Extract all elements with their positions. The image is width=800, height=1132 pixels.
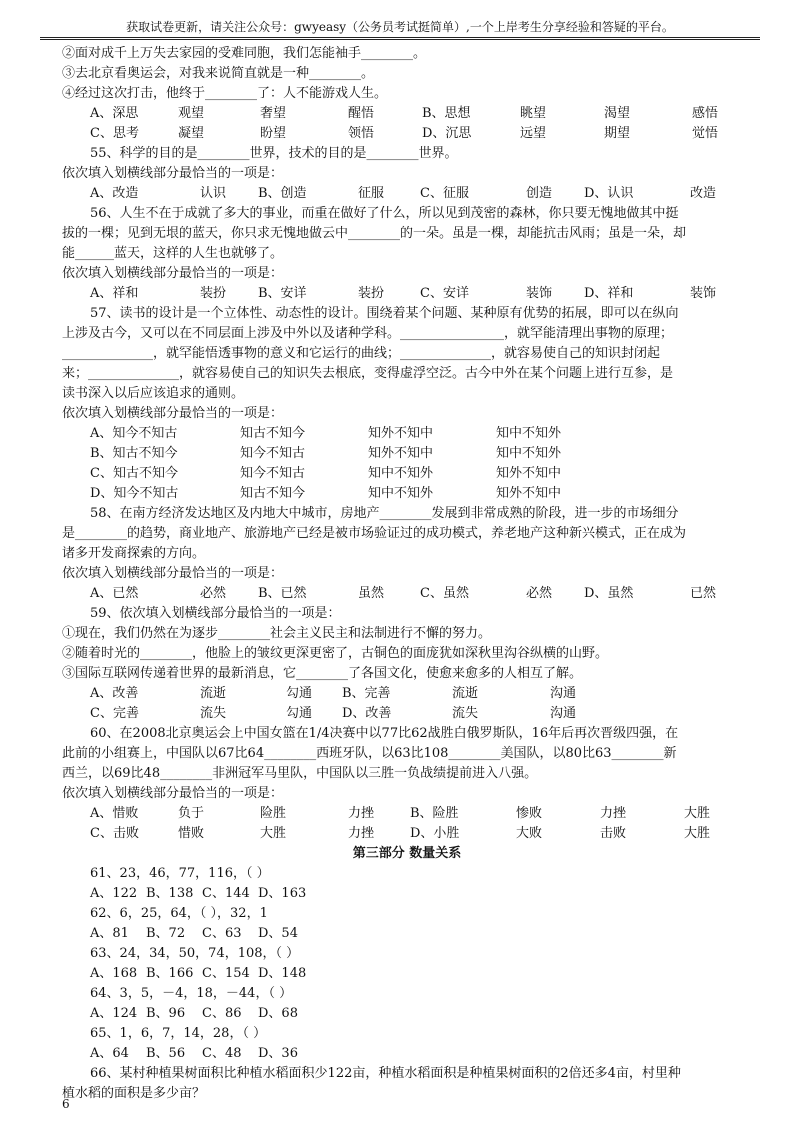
option-cell: 凝望 [178,126,205,141]
q56-prompt: 依次填入划横线部分最恰当的一项是： [62,266,284,281]
option-cell: B、知古不知今 [90,446,178,461]
q59-options-row-2 [62,704,752,724]
option-cell: C、虽然 [420,586,469,601]
q54-options-row-1 [62,104,752,124]
option-cell: 知外不知中 [496,486,562,501]
option-cell: 知今不知古 [240,466,306,481]
q54-line-4: ④经过这次打击，他终于________了：人不能游戏人生。 [62,86,388,101]
option-cell: 知今不知古 [240,446,306,461]
option-cell: 大胜 [684,826,711,841]
option-cell: 必然 [200,586,227,601]
option-cell: 渴望 [604,106,631,121]
q65-options [62,1044,752,1064]
q57-option-d [62,484,752,504]
option-cell: C、48 [202,1046,242,1061]
q57-option-c [62,464,752,484]
option-cell: B、56 [146,1046,186,1061]
option-cell: 奢望 [260,106,287,121]
q64-options [62,1004,752,1024]
q58-line-1: 58、在南方经济发达地区及内地大中城市，房地产________发展到非常成熟的阶段，进一步的市场细分 [90,506,679,521]
q62-options [62,924,752,944]
option-cell: 知中不知外 [496,446,562,461]
option-cell: B、72 [146,926,186,941]
option-cell: 知外不知中 [368,426,434,441]
option-cell: 醒悟 [348,106,375,121]
q60-line-2: 此前的小组赛上，中国队以67比64________西班牙队，以63比108________美国队，以80比63________新 [62,746,677,761]
option-cell: A、惜败 [90,806,139,821]
q62-stem: 62、6，25，64，（ ），32，1 [90,906,268,921]
option-cell: 眺望 [520,106,547,121]
q58-prompt: 依次填入划横线部分最恰当的一项是： [62,566,284,581]
option-cell: C、击败 [90,826,139,841]
option-cell: 力挫 [600,806,627,821]
q58-line-3: 诸多开发商探索的方向。 [62,546,206,561]
option-cell: 知中不知外 [368,486,434,501]
option-cell: B、138 [146,886,194,901]
q54-line-3: ③去北京看奥运会，对我来说简直就是一种________。 [62,66,375,81]
option-cell: A、知今不知古 [90,426,178,441]
option-cell: 击败 [600,826,627,841]
option-cell: D、虽然 [584,586,634,601]
option-cell: 勾通 [286,686,313,701]
q61-options [62,884,752,904]
option-cell: D、68 [258,1006,298,1021]
option-cell: 大败 [516,826,543,841]
q57-option-a [62,424,752,444]
q64-stem: 64、3，5，－4，18，－44，（ ） [90,986,293,1001]
q60-options-row-1 [62,804,752,824]
q66-line-2: 植水稻的面积是多少亩？ [62,1086,206,1101]
q58-line-2: 是________的趋势，商业地产、旅游地产已经是被市场验证过的成功模式，养老地产这种新兴模式，正在成为 [62,526,687,541]
q57-line-1: 57、读书的设计是一个立体性、动态性的设计。围绕着某个问题、某种原有优势的拓展，即可以在纵向 [90,306,679,321]
q57-prompt: 依次填入划横线部分最恰当的一项是： [62,406,284,421]
option-cell: A、改造 [90,186,139,201]
page-number: 6 [62,1097,70,1111]
option-cell: A、81 [90,926,129,941]
option-cell: 惨败 [516,806,543,821]
q57-line-2: 上涉及古今，又可以在不同层面上涉及中外以及诸种学科。________________，就罕能清理出事物的原理； [62,326,674,341]
option-cell: C、完善 [90,706,139,721]
option-cell: C、86 [202,1006,242,1021]
option-cell: D、改善 [342,706,392,721]
q56-options-row [62,284,752,304]
option-cell: 征服 [358,186,385,201]
q57-option-b [62,444,752,464]
option-cell: 领悟 [348,126,375,141]
option-cell: 必然 [526,586,553,601]
option-cell: A、已然 [90,586,139,601]
q57-line-4: 来；______________，就容易使自己的知识失去根底，变得虚浮空泛。古今中外在某个问题上进行互参，是 [62,366,674,381]
section-title: 第三部分 数量关系 [352,846,462,861]
option-cell: B、安详 [258,286,307,301]
option-cell: A、祥和 [90,286,139,301]
option-cell: 改造 [690,186,717,201]
q59-line-1: ①现在，我们仍然在为逐步________社会主义民主和法制进行不懈的努力。 [62,626,492,641]
q55-options-row [62,184,752,204]
option-cell: A、124 [90,1006,138,1021]
q65-stem: 65、1，6，7，14，28，（ ） [90,1026,267,1041]
page-header: 获取试卷更新，请关注公众号：gwyeasy（公务员考试挺简单）,一个上岸考生分享经验和答疑的平台。 [126,20,674,34]
q56-line-2: 拔的一棵；见到无垠的蓝天，你只求无愧地做云中________的一朵。虽是一棵，却能抗击风雨；虽是一朵，却 [62,226,687,241]
option-cell: 大胜 [260,826,287,841]
option-cell: 装饰 [690,286,717,301]
option-cell: 知外不知中 [368,446,434,461]
option-cell: 流失 [200,706,227,721]
option-cell: D、知今不知古 [90,486,179,501]
q59-line-3: ③国际互联网传递着世界的最新消息，它________了各国文化，使愈来愈多的人相互了解。 [62,666,583,681]
option-cell: 装扮 [200,286,227,301]
option-cell: 流逝 [200,686,227,701]
option-cell: D、祥和 [584,286,634,301]
q63-options [62,964,752,984]
option-cell: A、122 [90,886,138,901]
q61-stem: 61、23，46，77，116，（ ） [90,866,270,881]
option-cell: 期望 [604,126,631,141]
option-cell: 装扮 [358,286,385,301]
q59-options-row-1 [62,684,752,704]
q54-line-2: ②面对成千上万失去家园的受难同胞，我们怎能袖手________。 [62,46,427,61]
q54-options-row-2 [62,124,752,144]
option-cell: 沟通 [550,686,577,701]
header-rule [40,37,760,38]
option-cell: 知中不知外 [496,426,562,441]
q57-line-5: 读书深入以后应该追求的通则。 [62,386,245,401]
option-cell: C、144 [202,886,250,901]
option-cell: 负于 [178,806,205,821]
option-cell: 知古不知今 [240,486,306,501]
option-cell: 觉悟 [692,126,719,141]
option-cell: 观望 [178,106,205,121]
q55-stem: 55、科学的目的是________世界，技术的目的是________世界。 [90,146,458,161]
q60-line-1: 60、在2008北京奥运会上中国女篮在1/4决赛中以77比62战胜白俄罗斯队，16年后再次晋级四强，在 [90,726,679,741]
option-cell: B、96 [146,1006,186,1021]
option-cell: C、安详 [420,286,469,301]
option-cell: 勾通 [286,706,313,721]
option-cell: D、148 [258,966,307,981]
q58-options-row [62,584,752,604]
q63-stem: 63、24，34，50，74，108，（ ） [90,946,300,961]
option-cell: D、小胜 [410,826,460,841]
option-cell: 感悟 [692,106,719,121]
option-cell: 装饰 [526,286,553,301]
q59-stem: 59、依次填入划横线部分最恰当的一项是： [90,606,341,621]
option-cell: 已然 [690,586,717,601]
option-cell: B、完善 [342,686,391,701]
q59-line-2: ②随着时光的________，他脸上的皱纹更深更密了，古铜色的面庞犹如深秋里沟谷纵横的山野。 [62,646,609,661]
option-cell: D、认识 [584,186,634,201]
option-cell: D、54 [258,926,298,941]
option-cell: 流逝 [452,686,479,701]
option-cell: B、思想 [422,106,471,121]
option-cell: A、深思 [90,106,139,121]
option-cell: A、64 [90,1046,129,1061]
option-cell: C、思考 [90,126,139,141]
page-body [62,44,752,1104]
option-cell: C、知古不知今 [90,466,178,481]
option-cell: 力挫 [348,806,375,821]
option-cell: A、168 [90,966,138,981]
option-cell: D、36 [258,1046,298,1061]
q57-line-3: ______________，就罕能悟透事物的意义和它运行的曲线；______________，就容易使自己的知识封闭起 [62,346,661,361]
option-cell: B、166 [146,966,194,981]
option-cell: 力挫 [348,826,375,841]
option-cell: 创造 [526,186,553,201]
option-cell: B、已然 [258,586,307,601]
q55-prompt: 依次填入划横线部分最恰当的一项是： [62,166,284,181]
option-cell: 惜败 [178,826,205,841]
option-cell: A、改善 [90,686,139,701]
option-cell: 远望 [520,126,547,141]
q56-line-1: 56、人生不在于成就了多大的事业，而重在做好了什么，所以见到茂密的森林，你只要无愧地做其中挺 [90,206,679,221]
option-cell: C、征服 [420,186,469,201]
option-cell: 认识 [200,186,227,201]
option-cell: 流失 [452,706,479,721]
q60-prompt: 依次填入划横线部分最恰当的一项是： [62,786,284,801]
q66-line-1: 66、某村种植果树面积比种植水稻面积少122亩，种植水稻面积是种植果树面积的2倍还多4亩，村里种 [90,1066,681,1081]
option-cell: C、154 [202,966,250,981]
option-cell: 盼望 [260,126,287,141]
option-cell: C、63 [202,926,242,941]
q56-line-3: 能______蓝天，这样的人生也就够了。 [62,246,284,261]
option-cell: D、沉思 [422,126,472,141]
q60-options-row-2 [62,824,752,844]
option-cell: B、险胜 [410,806,459,821]
option-cell: 知中不知外 [368,466,434,481]
q60-line-3: 西兰，以69比48________非洲冠军马里队，中国队以三胜一负战绩提前进入八强。 [62,766,538,781]
option-cell: B、创造 [258,186,307,201]
header-rule-2 [40,39,760,40]
option-cell: 险胜 [260,806,287,821]
option-cell: 知古不知今 [240,426,306,441]
option-cell: 虽然 [358,586,385,601]
option-cell: 沟通 [550,706,577,721]
option-cell: 知外不知中 [496,466,562,481]
option-cell: D、163 [258,886,307,901]
option-cell: 大胜 [684,806,711,821]
